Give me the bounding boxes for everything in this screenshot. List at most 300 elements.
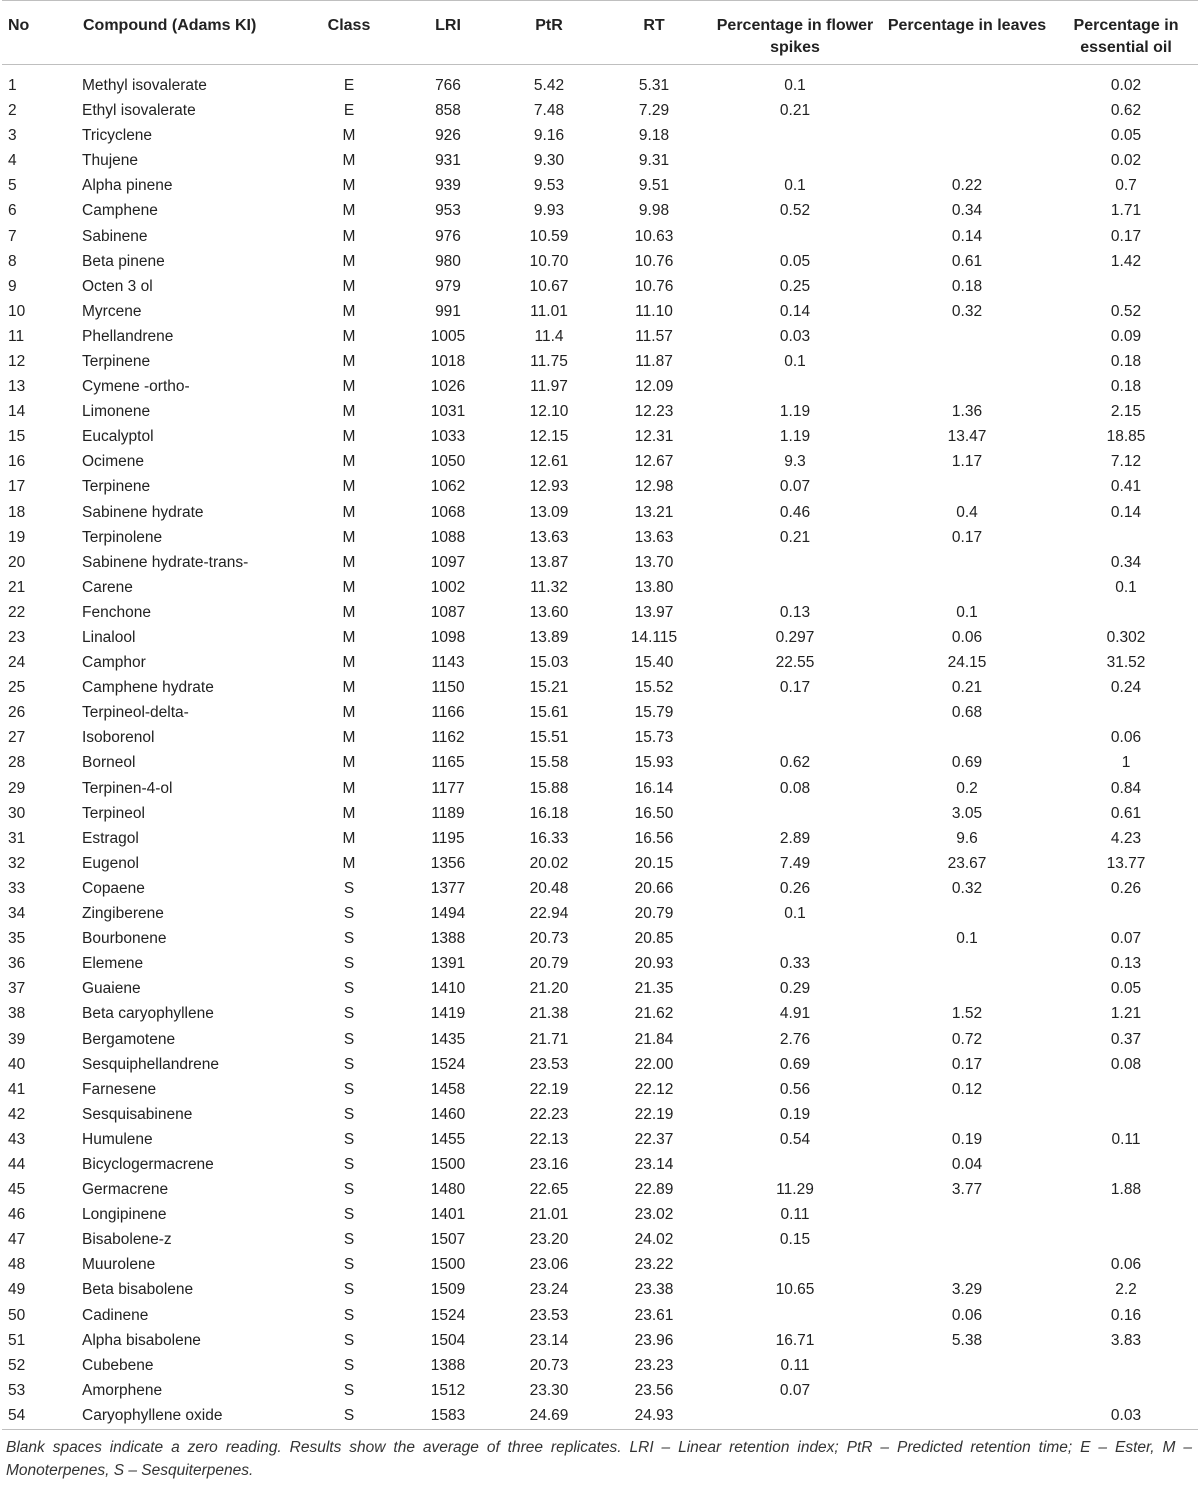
cell-leaves: 0.04 xyxy=(951,1155,983,1173)
cell-lri: 1031 xyxy=(430,403,466,421)
cell-essential-oil: 0.62 xyxy=(1110,102,1142,120)
cell-flower-spikes: 16.71 xyxy=(775,1331,815,1349)
cell-compound: Sabinene hydrate-trans- xyxy=(82,553,249,571)
cell-class: S xyxy=(343,1381,355,1399)
cell-no: 18 xyxy=(8,503,26,521)
cell-rt: 9.18 xyxy=(638,127,670,145)
cell-lri: 1391 xyxy=(430,955,466,973)
cell-leaves: 0.61 xyxy=(951,252,983,270)
table-row xyxy=(2,1253,1198,1278)
cell-leaves xyxy=(880,149,1054,174)
cell-class: M xyxy=(342,352,356,370)
cell-lri: 1410 xyxy=(430,980,466,998)
cell-class: M xyxy=(342,252,356,270)
cell-no: 27 xyxy=(8,729,26,747)
cell-flower-spikes: 7.49 xyxy=(779,854,811,872)
cell-lri: 1033 xyxy=(430,428,466,446)
cell-compound: Beta pinene xyxy=(82,252,165,270)
cell-rt: 15.93 xyxy=(634,754,674,772)
cell-no: 15 xyxy=(8,428,26,446)
cell-no: 41 xyxy=(8,1080,26,1098)
cell-lri: 1524 xyxy=(430,1055,466,1073)
cell-ptr: 10.70 xyxy=(529,252,569,270)
cell-essential-oil xyxy=(1054,1153,1198,1178)
cell-leaves: 0.14 xyxy=(951,227,983,245)
cell-no: 32 xyxy=(8,854,26,872)
cell-ptr: 10.67 xyxy=(529,277,569,295)
cell-rt: 16.50 xyxy=(634,804,674,822)
cell-rt: 13.97 xyxy=(634,603,674,621)
cell-no: 12 xyxy=(8,352,26,370)
cell-flower-spikes: 0.13 xyxy=(779,603,811,621)
cell-rt: 23.56 xyxy=(634,1381,674,1399)
cell-no: 50 xyxy=(8,1306,26,1324)
cell-no: 24 xyxy=(8,654,26,672)
table-row xyxy=(2,199,1198,224)
cell-class: M xyxy=(342,302,356,320)
cell-rt: 11.87 xyxy=(635,352,673,370)
cell-flower-spikes: 0.05 xyxy=(779,252,811,270)
cell-compound: Thujene xyxy=(82,152,139,170)
header-rt: RT xyxy=(643,17,665,34)
cell-class: M xyxy=(342,729,356,747)
cell-class: S xyxy=(343,1130,355,1148)
cell-flower-spikes: 0.19 xyxy=(779,1105,811,1123)
cell-compound: Borneol xyxy=(82,754,136,772)
cell-compound: Copaene xyxy=(82,879,145,897)
cell-compound: Farnesene xyxy=(82,1080,157,1098)
cell-lri: 1356 xyxy=(430,854,466,872)
cell-flower-spikes: 0.297 xyxy=(775,629,815,647)
compound-table xyxy=(2,0,1198,1430)
cell-leaves xyxy=(880,375,1054,400)
cell-rt: 5.31 xyxy=(638,77,670,94)
cell-leaves xyxy=(880,551,1054,576)
cell-compound: Camphor xyxy=(82,654,146,672)
table-row xyxy=(2,250,1198,275)
cell-compound: Caryophyllene oxide xyxy=(82,1406,223,1424)
cell-class: S xyxy=(343,1206,355,1224)
cell-rt: 20.15 xyxy=(634,854,674,872)
cell-leaves: 0.2 xyxy=(956,779,978,797)
cell-rt: 12.98 xyxy=(634,478,674,496)
cell-ptr: 20.02 xyxy=(529,854,569,872)
cell-essential-oil: 0.05 xyxy=(1110,980,1142,998)
cell-ptr: 13.09 xyxy=(529,503,569,521)
cell-compound: Sabinene hydrate xyxy=(82,503,204,521)
cell-lri: 1500 xyxy=(430,1256,466,1274)
cell-lri: 1050 xyxy=(430,453,466,471)
cell-rt: 20.79 xyxy=(634,905,674,923)
cell-rt: 22.37 xyxy=(634,1130,674,1148)
cell-compound: Amorphene xyxy=(82,1381,163,1399)
table-row xyxy=(2,1027,1198,1052)
cell-no: 54 xyxy=(8,1406,26,1424)
cell-leaves: 0.21 xyxy=(951,679,983,697)
cell-leaves: 23.67 xyxy=(947,854,987,872)
table-row xyxy=(2,174,1198,199)
cell-essential-oil: 0.37 xyxy=(1110,1030,1142,1048)
cell-no: 30 xyxy=(8,804,26,822)
table-row xyxy=(2,1053,1198,1078)
cell-no: 46 xyxy=(8,1206,26,1224)
cell-essential-oil xyxy=(1054,275,1198,300)
cell-lri: 1455 xyxy=(430,1130,466,1148)
cell-lri: 976 xyxy=(435,227,461,245)
cell-essential-oil: 2.2 xyxy=(1115,1281,1137,1299)
table-row xyxy=(2,375,1198,400)
cell-lri: 1460 xyxy=(430,1105,466,1123)
table-row xyxy=(2,149,1198,174)
table-row xyxy=(2,927,1198,952)
cell-class: S xyxy=(343,1005,355,1023)
cell-lri: 1002 xyxy=(430,578,466,596)
cell-rt: 13.80 xyxy=(634,578,674,596)
cell-compound: Beta bisabolene xyxy=(82,1281,194,1299)
cell-compound: Limonene xyxy=(82,403,151,421)
cell-flower-spikes: 0.1 xyxy=(784,177,806,195)
table-row xyxy=(2,751,1198,776)
cell-compound: Ocimene xyxy=(82,453,145,471)
cell-lri: 1524 xyxy=(430,1306,466,1324)
cell-leaves xyxy=(880,475,1054,500)
cell-no: 29 xyxy=(8,779,26,797)
cell-compound: Octen 3 ol xyxy=(82,277,153,295)
cell-lri: 1509 xyxy=(430,1281,466,1299)
cell-essential-oil: 3.83 xyxy=(1110,1331,1142,1349)
cell-ptr: 12.93 xyxy=(529,478,569,496)
table-row xyxy=(2,1329,1198,1354)
cell-flower-spikes: 0.07 xyxy=(779,478,811,496)
cell-leaves: 0.19 xyxy=(951,1130,983,1148)
cell-lri: 1435 xyxy=(430,1030,466,1048)
cell-essential-oil: 2.15 xyxy=(1110,403,1142,421)
cell-no: 2 xyxy=(8,102,17,120)
cell-lri: 1068 xyxy=(430,503,466,521)
cell-no: 52 xyxy=(8,1356,26,1374)
cell-essential-oil: 7.12 xyxy=(1110,453,1142,471)
cell-lri: 1458 xyxy=(430,1080,466,1098)
cell-rt: 20.93 xyxy=(634,955,674,973)
table-row xyxy=(2,400,1198,425)
table-body xyxy=(2,65,1198,1430)
cell-ptr: 23.24 xyxy=(529,1281,569,1299)
cell-rt: 15.40 xyxy=(634,654,674,672)
cell-lri: 1504 xyxy=(430,1331,466,1349)
cell-leaves: 1.52 xyxy=(951,1005,983,1023)
table-row xyxy=(2,325,1198,350)
table-row xyxy=(2,1278,1198,1303)
cell-class: M xyxy=(342,829,356,847)
cell-leaves: 9.6 xyxy=(956,829,978,847)
cell-compound: Cymene -ortho- xyxy=(82,378,190,396)
cell-lri: 1500 xyxy=(430,1155,466,1173)
cell-flower-spikes: 9.3 xyxy=(784,453,806,471)
cell-flower-spikes: 0.69 xyxy=(779,1055,811,1073)
cell-no: 7 xyxy=(8,227,17,245)
cell-no: 45 xyxy=(8,1181,26,1199)
cell-flower-spikes: 0.21 xyxy=(779,528,811,546)
cell-lri: 953 xyxy=(435,202,461,220)
cell-leaves: 0.18 xyxy=(951,277,983,295)
cell-rt: 16.14 xyxy=(634,779,674,797)
cell-flower-spikes xyxy=(710,576,880,601)
cell-ptr: 13.63 xyxy=(529,528,569,546)
cell-essential-oil xyxy=(1054,701,1198,726)
table-row xyxy=(2,676,1198,701)
cell-class: S xyxy=(343,905,355,923)
cell-essential-oil xyxy=(1054,1203,1198,1228)
cell-flower-spikes: 11.29 xyxy=(776,1181,814,1199)
cell-ptr: 9.53 xyxy=(533,177,565,195)
cell-class: M xyxy=(342,127,356,145)
cell-lri: 1098 xyxy=(430,629,466,647)
cell-essential-oil: 0.11 xyxy=(1111,1130,1141,1148)
cell-ptr: 23.53 xyxy=(529,1306,569,1324)
cell-compound: Linalool xyxy=(82,629,136,647)
cell-leaves xyxy=(880,65,1054,100)
table-footnote: Blank spaces indicate a zero reading. Results show the average of three replicates. LRI – Linear retention index; PtR – Predicted retention time; E – Ester, M – Monoterpenes, S – Sesquiterpenes. xyxy=(6,1438,1192,1479)
cell-ptr: 9.16 xyxy=(533,127,565,145)
cell-flower-spikes xyxy=(710,149,880,174)
cell-compound: Longipinene xyxy=(82,1206,167,1224)
cell-flower-spikes xyxy=(710,1404,880,1430)
cell-rt: 11.10 xyxy=(635,302,673,320)
cell-rt: 12.09 xyxy=(634,378,674,396)
cell-leaves xyxy=(880,124,1054,149)
cell-rt: 14.115 xyxy=(630,629,678,647)
cell-no: 3 xyxy=(8,127,17,145)
cell-compound: Bicyclogermacrene xyxy=(82,1155,214,1173)
cell-essential-oil: 0.302 xyxy=(1106,629,1146,647)
cell-lri: 980 xyxy=(435,252,461,270)
cell-essential-oil: 0.16 xyxy=(1110,1306,1142,1324)
cell-ptr: 11.01 xyxy=(530,302,568,320)
cell-ptr: 23.30 xyxy=(529,1381,569,1399)
cell-ptr: 13.89 xyxy=(529,629,569,647)
cell-leaves xyxy=(880,1228,1054,1253)
cell-leaves xyxy=(880,1103,1054,1128)
table-row xyxy=(2,977,1198,1002)
cell-ptr: 22.19 xyxy=(529,1080,569,1098)
cell-flower-spikes: 0.14 xyxy=(779,302,811,320)
cell-class: S xyxy=(343,1155,355,1173)
cell-rt: 22.00 xyxy=(634,1055,674,1073)
table-row xyxy=(2,626,1198,651)
cell-no: 10 xyxy=(8,302,26,320)
cell-leaves: 0.72 xyxy=(951,1030,983,1048)
header-essential-oil: Percentage in essential oil xyxy=(1073,17,1179,56)
cell-essential-oil: 0.84 xyxy=(1110,779,1142,797)
cell-ptr: 22.23 xyxy=(529,1105,569,1123)
cell-lri: 1165 xyxy=(431,754,465,772)
table-row xyxy=(2,651,1198,676)
cell-ptr: 20.79 xyxy=(529,955,569,973)
cell-rt: 12.67 xyxy=(634,453,674,471)
cell-leaves xyxy=(880,1203,1054,1228)
cell-no: 11 xyxy=(8,327,25,345)
cell-class: M xyxy=(342,654,356,672)
cell-flower-spikes: 0.15 xyxy=(779,1231,811,1249)
cell-compound: Isoborenol xyxy=(82,729,155,747)
cell-leaves: 0.1 xyxy=(956,930,978,948)
cell-lri: 1189 xyxy=(431,804,465,822)
header-class: Class xyxy=(327,17,371,34)
cell-rt: 12.23 xyxy=(634,403,674,421)
cell-compound: Alpha bisabolene xyxy=(82,1331,201,1349)
cell-rt: 15.79 xyxy=(634,704,674,722)
table-row xyxy=(2,852,1198,877)
cell-leaves xyxy=(880,726,1054,751)
cell-leaves: 5.38 xyxy=(951,1331,983,1349)
cell-essential-oil: 0.24 xyxy=(1110,679,1142,697)
cell-compound: Methyl isovalerate xyxy=(82,77,207,94)
cell-compound: Sesquiphellandrene xyxy=(82,1055,220,1073)
cell-leaves: 1.17 xyxy=(951,453,983,471)
cell-rt: 13.21 xyxy=(634,503,674,521)
cell-ptr: 23.53 xyxy=(529,1055,569,1073)
cell-essential-oil: 0.07 xyxy=(1110,930,1142,948)
cell-flower-spikes: 0.07 xyxy=(779,1381,811,1399)
cell-rt: 10.63 xyxy=(634,227,674,245)
cell-no: 40 xyxy=(8,1055,26,1073)
table-row xyxy=(2,1078,1198,1103)
cell-flower-spikes: 0.1 xyxy=(784,77,806,94)
cell-flower-spikes: 22.55 xyxy=(775,654,815,672)
cell-rt: 12.31 xyxy=(634,428,674,446)
table-row xyxy=(2,551,1198,576)
cell-no: 23 xyxy=(8,629,26,647)
cell-flower-spikes: 0.54 xyxy=(779,1130,811,1148)
cell-essential-oil xyxy=(1054,902,1198,927)
cell-class: S xyxy=(343,1406,355,1424)
cell-compound: Bergamotene xyxy=(82,1030,176,1048)
cell-class: M xyxy=(342,478,356,496)
cell-lri: 1143 xyxy=(431,654,465,672)
cell-leaves: 0.22 xyxy=(951,177,983,195)
cell-compound: Alpha pinene xyxy=(82,177,173,195)
header-no: No xyxy=(8,17,30,34)
cell-class: M xyxy=(342,553,356,571)
cell-class: M xyxy=(342,804,356,822)
cell-class: S xyxy=(343,1030,355,1048)
cell-compound: Guaiene xyxy=(82,980,141,998)
cell-lri: 1062 xyxy=(430,478,466,496)
cell-flower-spikes: 4.91 xyxy=(779,1005,811,1023)
cell-class: S xyxy=(343,980,355,998)
cell-class: M xyxy=(342,327,356,345)
cell-ptr: 22.65 xyxy=(529,1181,569,1199)
cell-essential-oil: 0.18 xyxy=(1110,378,1142,396)
cell-essential-oil: 4.23 xyxy=(1110,829,1142,847)
cell-essential-oil: 1.88 xyxy=(1110,1181,1142,1199)
cell-compound: Germacrene xyxy=(82,1181,169,1199)
cell-lri: 979 xyxy=(435,277,461,295)
cell-lri: 1150 xyxy=(431,679,465,697)
table-row xyxy=(2,701,1198,726)
table-row xyxy=(2,952,1198,977)
cell-essential-oil: 1.42 xyxy=(1110,252,1142,270)
header-leaves: Percentage in leaves xyxy=(887,17,1047,34)
cell-rt: 22.89 xyxy=(634,1181,674,1199)
cell-class: M xyxy=(342,277,356,295)
cell-class: M xyxy=(342,629,356,647)
cell-essential-oil xyxy=(1054,1379,1198,1404)
cell-lri: 858 xyxy=(435,102,461,120)
cell-essential-oil: 1 xyxy=(1121,754,1131,772)
cell-lri: 1401 xyxy=(430,1206,466,1224)
cell-ptr: 11.4 xyxy=(534,327,564,345)
cell-no: 9 xyxy=(8,277,17,295)
cell-class: S xyxy=(343,1105,355,1123)
cell-flower-spikes: 0.46 xyxy=(779,503,811,521)
cell-flower-spikes: 0.25 xyxy=(779,277,811,295)
cell-essential-oil: 0.14 xyxy=(1110,503,1142,521)
table-row xyxy=(2,1354,1198,1379)
cell-compound: Camphene xyxy=(82,202,158,220)
cell-ptr: 11.75 xyxy=(530,352,568,370)
table-row xyxy=(2,877,1198,902)
table-row xyxy=(2,1128,1198,1153)
cell-lri: 1166 xyxy=(431,704,465,722)
cell-compound: Terpinene xyxy=(82,478,151,496)
cell-rt: 9.31 xyxy=(638,152,670,170)
cell-no: 53 xyxy=(8,1381,26,1399)
cell-flower-spikes: 0.1 xyxy=(784,352,806,370)
cell-ptr: 11.32 xyxy=(530,578,568,596)
cell-class: M xyxy=(342,227,356,245)
cell-class: S xyxy=(343,1356,355,1374)
cell-leaves: 0.4 xyxy=(956,503,978,521)
cell-ptr: 15.61 xyxy=(529,704,569,722)
cell-leaves: 0.17 xyxy=(951,528,983,546)
cell-compound: Myrcene xyxy=(82,302,142,320)
cell-lri: 926 xyxy=(435,127,461,145)
cell-rt: 23.61 xyxy=(634,1306,674,1324)
cell-class: M xyxy=(342,779,356,797)
cell-leaves: 0.32 xyxy=(951,302,983,320)
table-row xyxy=(2,902,1198,927)
cell-lri: 1507 xyxy=(430,1231,466,1249)
cell-compound: Terpinene xyxy=(82,352,151,370)
cell-flower-spikes: 0.21 xyxy=(779,102,811,120)
cell-essential-oil: 0.08 xyxy=(1110,1055,1142,1073)
cell-essential-oil: 1.71 xyxy=(1110,202,1142,220)
cell-leaves: 0.06 xyxy=(951,1306,983,1324)
cell-no: 28 xyxy=(8,754,26,772)
cell-rt: 24.02 xyxy=(634,1231,674,1249)
cell-no: 51 xyxy=(8,1331,26,1349)
cell-ptr: 23.14 xyxy=(529,1331,569,1349)
table-row xyxy=(2,1178,1198,1203)
cell-lri: 1480 xyxy=(430,1181,466,1199)
cell-no: 39 xyxy=(8,1030,26,1048)
cell-compound: Terpineol xyxy=(82,804,145,822)
cell-rt: 20.85 xyxy=(634,930,674,948)
cell-flower-spikes: 0.29 xyxy=(779,980,811,998)
cell-leaves: 24.15 xyxy=(947,654,987,672)
cell-compound: Phellandrene xyxy=(82,327,174,345)
cell-ptr: 22.94 xyxy=(529,905,569,923)
cell-essential-oil: 0.18 xyxy=(1110,352,1142,370)
cell-compound: Estragol xyxy=(82,829,139,847)
cell-class: M xyxy=(342,177,356,195)
cell-lri: 1177 xyxy=(431,779,465,797)
cell-leaves: 1.36 xyxy=(951,403,983,421)
cell-ptr: 21.71 xyxy=(529,1030,569,1048)
cell-leaves: 0.12 xyxy=(951,1080,983,1098)
cell-no: 42 xyxy=(8,1105,26,1123)
